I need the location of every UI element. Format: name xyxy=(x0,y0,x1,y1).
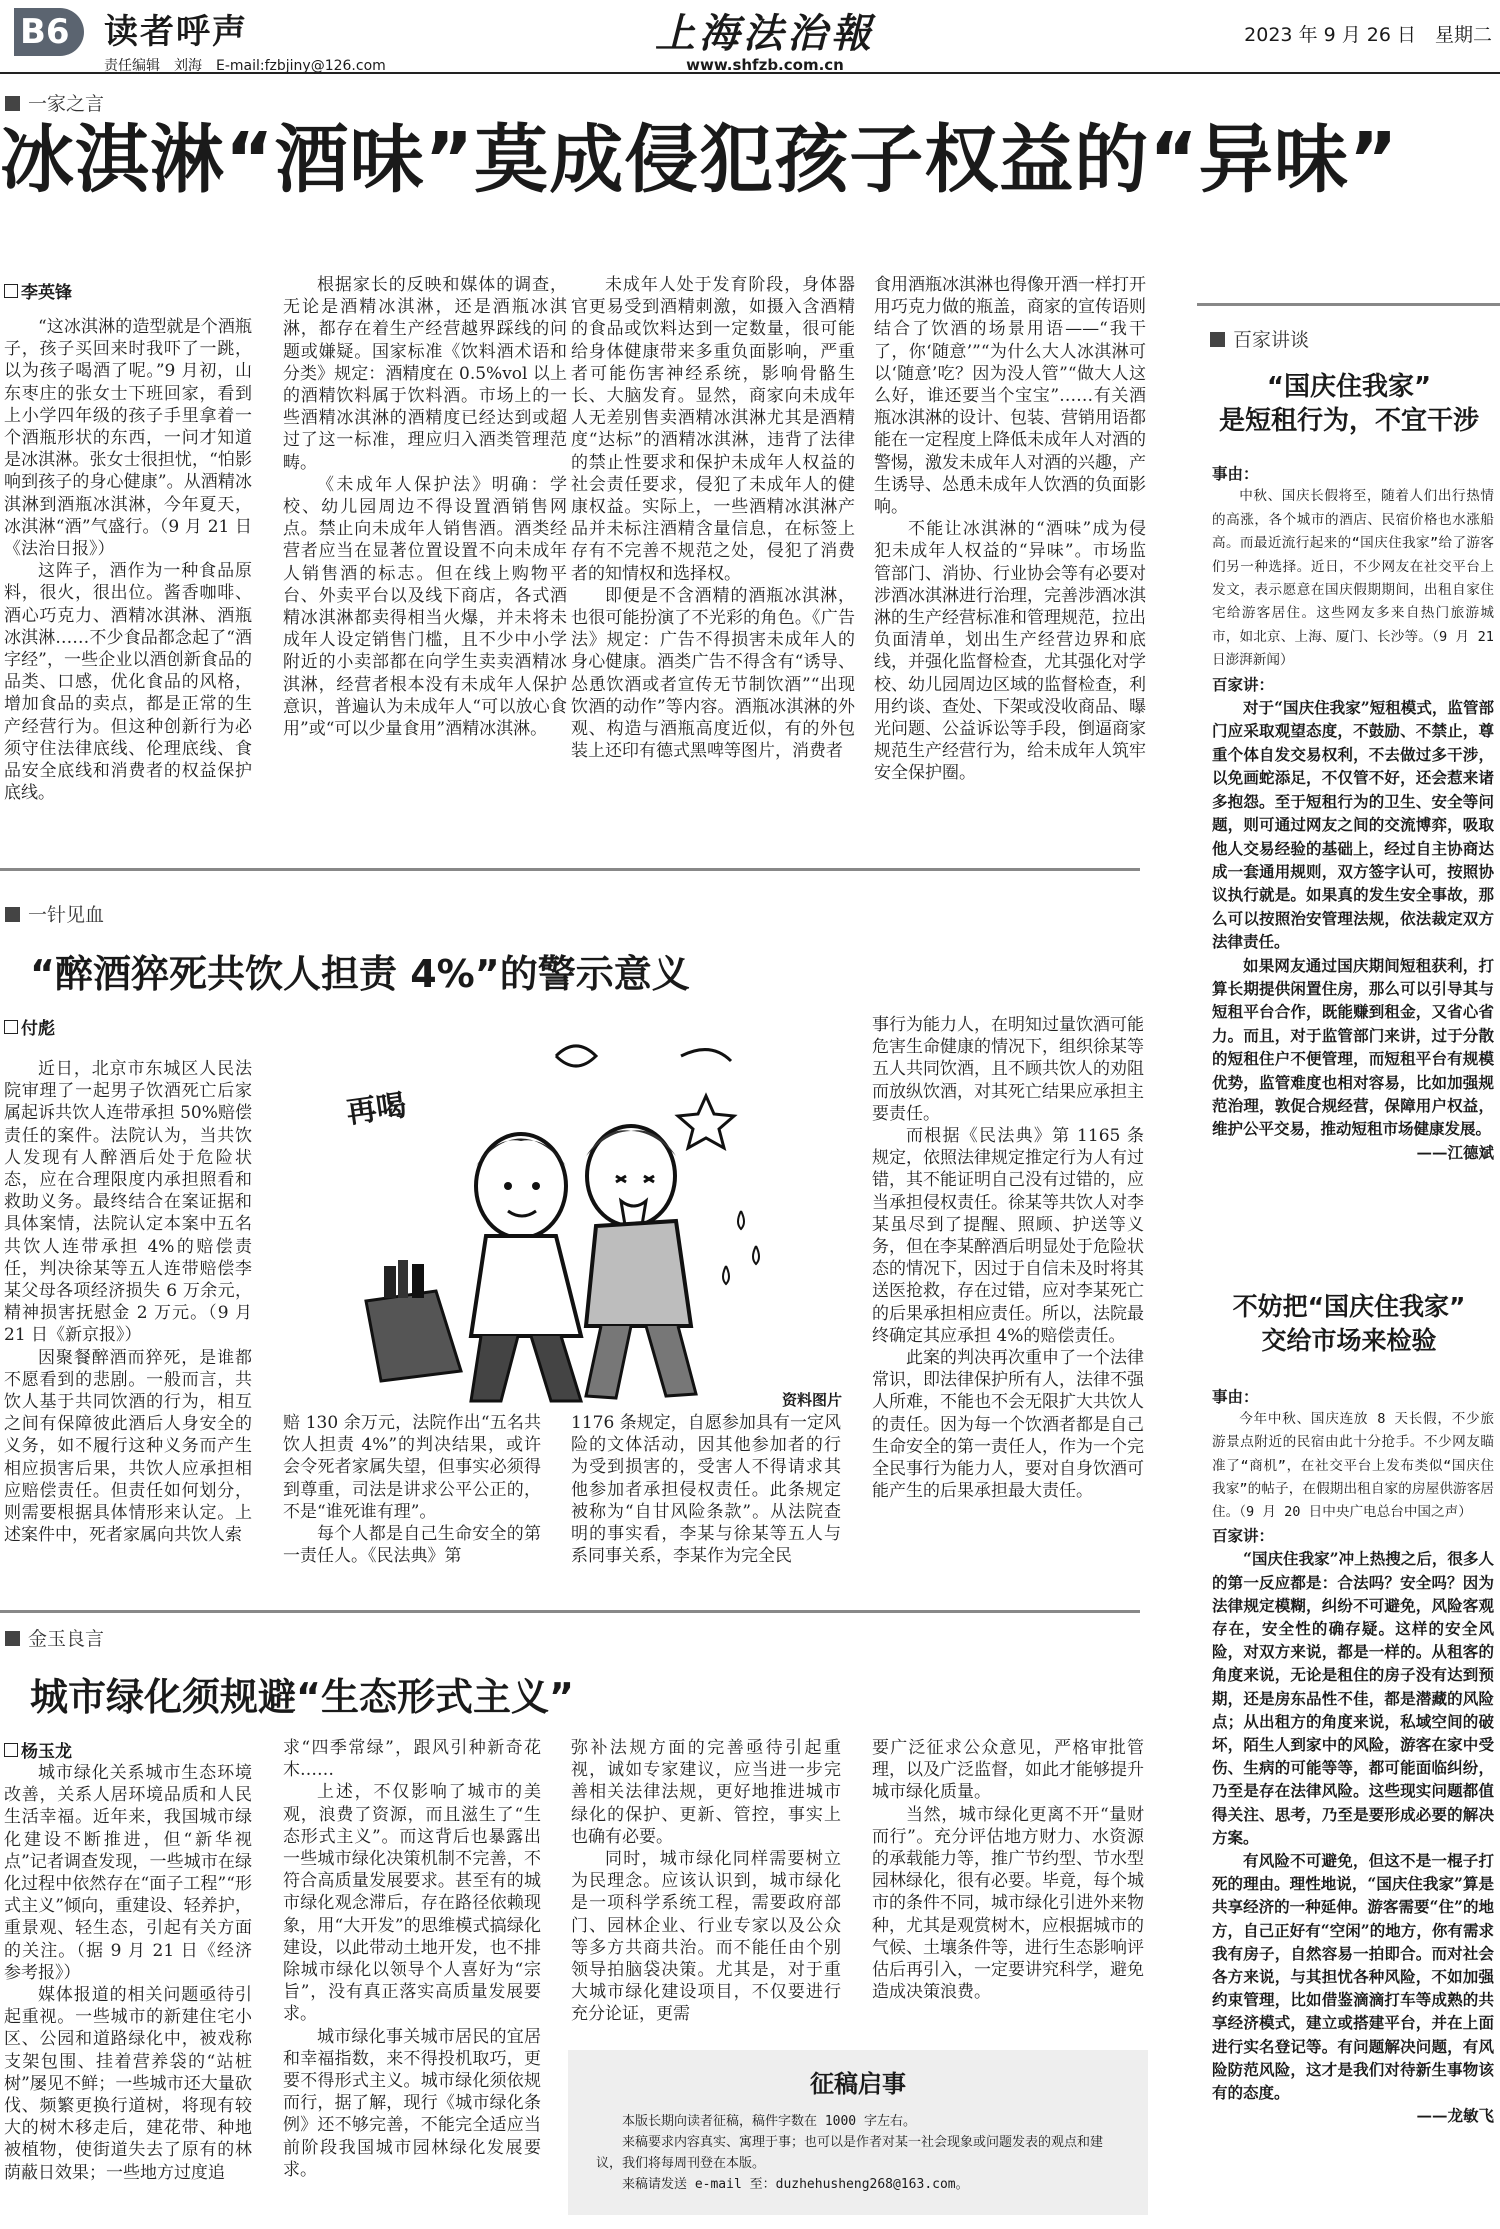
paragraph: 对于“国庆住我家”短租模式，监管部门应采取观望态度，不鼓励、不禁止，尊重个体自发交易权利，不去做过多干涉，以免画蛇添足，不仅管不好，还会惹来诸多抱怨。至于短租行为的卫生、安全等问题，则可通过网友之间的交流博弈，吸取他人交易经验的基础上，经过自主协商达成一套通用规则，双方签字认可，按照协议执行就是。如果真的发生安全事故，那么可以按照治安管理法规，依法裁定双方法律责任。 xyxy=(1212,698,1494,952)
a3-col4 xyxy=(872,1737,1144,2003)
box-icon xyxy=(4,1743,18,1757)
title-line: 交给市场来检验 xyxy=(1261,1326,1437,1355)
label-text: 百家讲谈 xyxy=(1233,329,1310,351)
divider xyxy=(0,868,1140,871)
subhead: 百家讲： xyxy=(1212,1526,1275,1546)
paragraph: 城市绿化关系城市生态环境改善，关系人居环境品质和人民生活幸福。近年来，我国城市绿化建设不断推进，但“新华视点”记者调查发现，一些城市在绿化过程中依然存在“面子工程”“形式主义”倾向，重建设、轻养护，重景观、轻生态，引起有关方面的关注。（据 9 月 21 日《经济参考报》） xyxy=(4,1763,252,1983)
issue-date: 2023 年 9 月 26 日 星期二 xyxy=(1244,24,1492,46)
byline-fu xyxy=(4,1014,55,1039)
section-label-yizhenjianxue xyxy=(5,900,104,927)
headline-icecream: 冰淇淋“酒味”莫成侵犯孩子权益的“异味” xyxy=(0,117,1399,203)
header-rule xyxy=(0,72,1500,74)
section-label-baijiajiangtan xyxy=(1210,325,1309,352)
side2-title xyxy=(1202,1290,1496,1358)
side1-title xyxy=(1202,370,1496,438)
paragraph: 1176 条规定，自愿参加具有一定风险的文体活动，因其他参加者的行为受到损害的，受害人不得请求其他参加者承担侵权责任。此条规定被称为“自甘风险条款”。从法院查明的事实看，李某与徐某等五人与系同事关系，李某作为完全民 xyxy=(571,1413,841,1567)
paragraph: 这阵子，酒作为一种食品原料，很火，很出位。酱香咖啡、酒心巧克力、酒精冰淇淋、酒瓶冰淇淋……不少食品都念起了“酒字经”，一些企业以酒创新食品的品类、口感，优化食品的风格，增加食品的卖点，都是正常的生产经营行为。但这种创新行为必须守住法律底线、伦理底线、食品安全底线和消费者的权益保护底线。 xyxy=(4,561,252,804)
paragraph: 未成年人处于发育阶段，身体器官更易受到酒精刺激，如摄入含酒精的食品或饮料达到一定数量，很可能给身体健康带来多重负面影响，严重者可能伤害神经系统，影响骨骼生长、大脑发育。显然，商家向未成年人无差别售卖酒精冰淇淋尤其是酒精度“达标”的酒精冰淇淋，违背了法律的禁止性要求和保护未成年人权益的社会责任要求，侵犯了未成年人的健康权益。实际上，一些酒精冰淇淋产品并未标注酒精含量信息，在标签上存有不完善不规范之处，侵犯了消费者的知情权和选择权。 xyxy=(571,275,855,584)
event-text: 今年中秋、国庆连放 8 天长假，不少旅游景点附近的民宿由此十分抢手。不少网友瞄准了“商机”，在社交平台上发布类似“国庆住我家”的帖子，在假期出租自家的房屋供游客居住。（9 月 20 日中央广电总台中国之声） xyxy=(1212,1411,1494,1521)
byline-li xyxy=(4,278,72,303)
label-text: 一针见血 xyxy=(28,904,105,926)
paragraph: 根据家长的反映和媒体的调查，无论是酒精冰淇淋，还是酒瓶冰淇淋，都存在着生产经营越界踩线的问题或嫌疑。国家标准《饮料酒术语和分类》规定：酒精度在 0.5%vol 以上的酒精饮料属于饮料酒。市场上的一些酒精冰淇淋的酒精度已经达到或超过了这一标准，理应归入酒类管理范畴。 xyxy=(283,275,567,473)
a3-col3 xyxy=(571,1737,841,2026)
subhead: 事由： xyxy=(1212,464,1259,483)
paragraph: 近日，北京市东城区人民法院审理了一起男子饮酒死亡后家属起诉共饮人连带承担 50%赔偿责任的案件。法院认为，当共饮人发现有人醉酒后处于危险状态，应在合理限度内承担照看和救助义务。最终结合在案证据和具体案情，法院认定本案中五名共饮人连带承担 4%的赔偿责任，判决徐某等五人连带赔偿李某父母各项经济损失 6 万余元，精神损害抚慰金 2 万元。（9 月 21 日《新京报》） xyxy=(4,1059,252,1346)
square-icon xyxy=(5,96,20,111)
byline-text: 杨玉龙 xyxy=(21,1742,72,1762)
a2-col2 xyxy=(283,1412,541,1567)
paragraph: 同时，城市绿化同样需要树立为民理念。应该认识到，城市绿化是一项科学系统工程，需要政府部门、园林企业、行业专家以及公众等多方共商共治。而不能任由个别领导拍脑袋决策。尤其是，对于重大城市绿化建设项目，不仅要进行充分论证，更需 xyxy=(571,1849,841,2025)
title-line: “国庆住我家” xyxy=(1266,372,1432,402)
paragraph: 事行为能力人，在明知过量饮酒可能危害生命健康的情况下，组织徐某等五人共同饮酒，且不顾共饮人的劝阻而放纵饮酒，对其死亡结果应承担主要责任。 xyxy=(872,1015,1144,1124)
byline-yang xyxy=(4,1737,72,1762)
paragraph: 赔 130 余万元，法院作出“五名共饮人担责 4%”的判决结果，或许会令死者家属失望，但事实必须得到尊重，司法是讲求公平公正的，不是“谁死谁有理”。 xyxy=(283,1413,541,1522)
paragraph: 如果网友通过国庆期间短租获利，打算长期提供闲置住房，那么可以引导其与短租平台合作，既能赚到租金，又省心省力。而且，对于监管部门来讲，过于分散的短租住户不便管理，而短租平台有规模优势，监管难度也相对容易，比如加强规范治理，敦促合规经营，保障用户权益，维护公平交易，推动短租市场健康发展。 xyxy=(1212,955,1494,1139)
title-line: 是短租行为，不宜干涉 xyxy=(1218,406,1479,436)
a3-col2 xyxy=(283,1737,541,2181)
square-icon xyxy=(1210,332,1225,347)
a3-col1 xyxy=(4,1762,252,2184)
paragraph: 而根据《民法典》第 1165 条规定，依照法律规定推定行为人有过错，其不能证明自己没有过错的，应当承担侵权责任。徐某等共饮人对李某虽尽到了提醒、照顾、护送等义务，但在李某醉酒后明显处于危险状态的情况下，因过于自信未及时将其送医抢救，存在过错，应对李某死亡的后果承担相应责任。所以，法院最终确定其应承担 4%的赔偿责任。 xyxy=(872,1126,1144,1346)
headline-greening: 城市绿化须规避“生态形式主义” xyxy=(30,1675,574,1719)
paragraph: 因聚餐醉酒而猝死，是谁都不愿看到的悲剧。一般而言，共饮人基于共同饮酒的行为，相互之间有保障彼此酒后人身安全的义务，如不履行这种义务而产生相应损害后果，共饮人应承担相应赔偿责任。但责任如何划分，则需要根据具体情形来认定。上述案件中，死者家属向共饮人索 xyxy=(4,1347,252,1546)
paragraph: 媒体报道的相关问题亟待引起重视。一些城市的新建住宅小区、公园和道路绿化中，被戏称支架包围、挂着营养袋的“站桩树”屡见不鲜；一些城市还大量砍伐、频繁更换行道树，将现有较大的树木移走后，建花带、种地被植物，使街道失去了原有的林荫蔽日效果；一些地方过度追 xyxy=(4,1985,252,2183)
section-label-jinyuliangyan xyxy=(5,1624,104,1651)
drunk-illustration xyxy=(286,1016,846,1408)
event-text: 中秋、国庆长假将至，随着人们出行热情的高涨，各个城市的酒店、民宿价格也水涨船高。而最近流行起来的“国庆住我家”给了游客们另一种选择。近日，不少网友在社交平台上发文，表示愿意在国庆假期期间，出租自家住宅给游客居住。这些网友多来自热门旅游城市，如北京、上海、厦门、长沙等。（9 月 21 日澎湃新闻） xyxy=(1212,488,1494,669)
page-number-badge: B6 xyxy=(14,8,84,56)
title-line: 不妨把“国庆住我家” xyxy=(1232,1292,1466,1321)
headline-drunk: “醉酒猝死共饮人担责 4%”的警示意义 xyxy=(30,952,690,996)
paragraph: 要广泛征求公众意见，严格审批管理，以及广泛监督，如此才能够提升城市绿化质量。 xyxy=(872,1738,1144,1803)
illustration-frame xyxy=(286,1016,846,1408)
a2-col4 xyxy=(872,1014,1144,1502)
speech-bubble: 再喝 xyxy=(344,1087,409,1131)
editor-line: 责任编辑 刘海 E-mail:fzbjiny@126.com xyxy=(104,58,386,74)
paragraph: 此案的判决再次重申了一个法律常识，即法律保护所有人，法律不强人所难，不能也不会无限扩大共饮人的责任。因为每一个饮酒者都是自己生命安全的第一责任人，作为一个完全民事行为能力人，要对自身饮酒可能产生的后果承担最大责任。 xyxy=(872,1348,1144,1502)
paragraph: 上述，不仅影响了城市的美观，浪费了资源，而且滋生了“生态形式主义”。而这背后也暴露出一些城市绿化决策机制不完善，不符合高质量发展要求。甚至有的城市绿化观念滞后，存在路径依赖现象，用“大开发”的思维模式搞绿化建设，以此带动土地开发，也不排除城市绿化以领导个人喜好为“宗旨”，没有真正落实高质量发展要求。 xyxy=(283,1782,541,2025)
notice-line: 来稿要求内容真实、寓理于事；也可以是作者对某一社会现象或问题发表的观点和建议，我们将每周刊登在本版。 xyxy=(596,2135,1104,2171)
website-url: www.shfzb.com.cn xyxy=(686,56,844,74)
notice-title: 征稿启事 xyxy=(810,2070,906,2098)
author: ——江德斌 xyxy=(1416,1142,1494,1162)
masthead-logo: 上海法治報 xyxy=(655,10,875,57)
label-text: 一家之言 xyxy=(28,93,105,115)
paragraph: 《未成年人保护法》明确：学校、幼儿园周边不得设置酒销售网点。禁止向未成年人销售酒。酒类经营者应当在显著位置设置不向未成年人销售酒的标志。但在线上购物平台、外卖平台以及线下商店，各式酒精冰淇淋都卖得相当火爆，并未将未成年人设定销售门槛，且不少中小学附近的小卖部都在向学生卖卖酒精冰淇淋，经营者根本没有未成年人保护意识，普遍认为未成年人“可以放心食用”或“可以少量食用”酒精冰淇淋。 xyxy=(283,474,567,740)
notice-line: 来稿请发送 e-mail 至：duzhehusheng268@163.com。 xyxy=(622,2177,969,2192)
paragraph: 有风险不可避免，但这不是一棍子打死的理由。理性地说，“国庆住我家”算是共享经济的一种延伸。游客需要“住”的地方，自己正好有“空闲”的地方，你有需求我有房子，自然容易一拍即合。而对社会各方来说，与其担忧各种风险，不如加强约束管理，比如借鉴滴滴打车等成熟的共享经济模式，建立或搭建平台，并在上面进行实名登记等。有问题解决问题，有风险防范风险，这才是我们对待新生事物该有的态度。 xyxy=(1212,1851,1494,2103)
a2-col3 xyxy=(571,1412,841,1567)
side2-body xyxy=(1212,1385,1494,2128)
paragraph: 即便是不含酒精的酒瓶冰淇淋，也很可能扮演了不光彩的角色。《广告法》规定：广告不得损害未成年人的身心健康。酒类广告不得含有“诱导、怂恿饮酒或者宣传无节制饮酒”“出现饮酒的动作”等内容。酒瓶冰淇淋的外观、构造与酒瓶高度近似，有的外包装上还印有德式黑啤等图片，消费者 xyxy=(571,585,855,762)
author: ——龙敏飞 xyxy=(1416,2106,1494,2126)
subhead: 事由： xyxy=(1212,1387,1259,1406)
byline-text: 付彪 xyxy=(21,1019,55,1039)
photo-caption: 资料图片 xyxy=(781,1391,842,1409)
paragraph: 弥补法规方面的完善亟待引起重视，诚如专家建议，应当进一步完善相关法律法规，更好地推进城市绿化的保护、更新、管控，事实上也确有必要。 xyxy=(571,1738,841,1847)
square-icon xyxy=(5,907,20,922)
paragraph: 求“四季常绿”，跟风引种新奇花木…… xyxy=(283,1738,541,1781)
notice-line: 本版长期向读者征稿，稿件字数在 1000 字左右。 xyxy=(622,2114,916,2129)
paragraph: 当然，城市绿化更离不开“量财而行”。充分评估地方财力、水资源的承载能力等，推广节约型、节水型园林绿化，很有必要。毕竟，每个城市的条件不同，城市绿化引进外来物种，尤其是观赏树木，应根据城市的气候、土壤条件等，进行生态影响评估后再引入，一定要讲究科学，避免造成决策浪费。 xyxy=(872,1804,1144,2003)
paragraph: 食用酒瓶冰淇淋也得像开酒一样打开用巧克力做的瓶盖，商家的宣传语则结合了饮酒的场景用语——“我干了，你‘随意’”“为什么大人冰淇淋可以‘随意’吃？因为没人管”“做大人这么好，谁还要当个宝宝”……有关酒瓶冰淇淋的设计、包装、营销用语都能在一定程度上降低未成年人对酒的警惕，激发未成年人对酒的兴趣，产生诱导、怂恿未成年人饮酒的负面影响。 xyxy=(874,275,1146,518)
a1-col2 xyxy=(283,274,567,740)
square-icon xyxy=(5,1631,20,1646)
paragraph: “这冰淇淋的造型就是个酒瓶子，孩子买回来时我吓了一跳，以为孩子喝酒了呢。”9 月初，山东枣庄的张女士下班回家，看到上小学四年级的孩子手里拿着一个酒瓶形状的东西，一问才知道是冰淇淋。张女士很担忧，“怕影响到孩子的身心健康”。从酒精冰淇淋到酒瓶冰淇淋，今年夏天，冰淇淋“酒”气盛行。（9 月 21 日《法治日报》） xyxy=(4,317,252,560)
paragraph: “国庆住我家”冲上热搜之后，很多人的第一反应都是：合法吗？安全吗？因为法律规定模糊，纠纷不可避免，风险客观存在，安全性的确存疑。这样的安全风险，对双方来说，都是一样的。从租客的角度来说，无论是租住的房子没有达到预期，还是房东品性不佳，都是潜藏的风险点；从出租方的角度来说，私域空间的破坏，陌生人到家中的风险，游客在家中受伤、生病的可能等等，都可能面临纠纷，乃至是存在法律风险。这些现实问题都值得关注、思考，乃至是要形成必要的解决方案。 xyxy=(1212,1549,1494,1847)
box-icon xyxy=(4,284,18,298)
a2-col1 xyxy=(4,1058,252,1546)
side1-body xyxy=(1212,462,1494,1164)
paragraph: 城市绿化事关城市居民的宜居和幸福指数，来不得投机取巧，更要不得形式主义。城市绿化须依规而行，据了解，现行《城市绿化条例》还不够完善，不能完全适应当前阶段我国城市园林绿化发展要求。 xyxy=(283,2026,541,2180)
divider xyxy=(0,1610,1140,1613)
byline-text: 李英锋 xyxy=(21,283,72,303)
call-for-papers-box xyxy=(568,2050,1148,2215)
paragraph: 每个人都是自己生命安全的第一责任人。《民法典》第 xyxy=(283,1524,541,1567)
section-title: 读者呼声 xyxy=(104,12,248,52)
a1-col4 xyxy=(874,274,1146,785)
a1-col1 xyxy=(4,316,252,804)
subhead: 百家讲： xyxy=(1212,674,1275,694)
paragraph: 不能让冰淇淋的“酒味”成为侵犯未成年人权益的“异味”。市场监管部门、消协、行业协会等有必要对涉酒冰淇淋进行治理，完善涉酒冰淇淋的生产经营标准和管理规范，拉出负面清单，划出生产经营边界和底线，并强化监督检查，尤其强化对学校、幼儿园周边区域的监督检查，利用约谈、查处、下架或没收商品、曝光问题、公益诉讼等手段，倒逼商家规范生产经营行为，给未成年人筑牢安全保护圈。 xyxy=(874,519,1146,784)
label-text: 金玉良言 xyxy=(28,1628,105,1650)
a1-col3 xyxy=(571,274,855,762)
notice-body xyxy=(596,2111,1120,2195)
box-icon xyxy=(4,1020,18,1034)
